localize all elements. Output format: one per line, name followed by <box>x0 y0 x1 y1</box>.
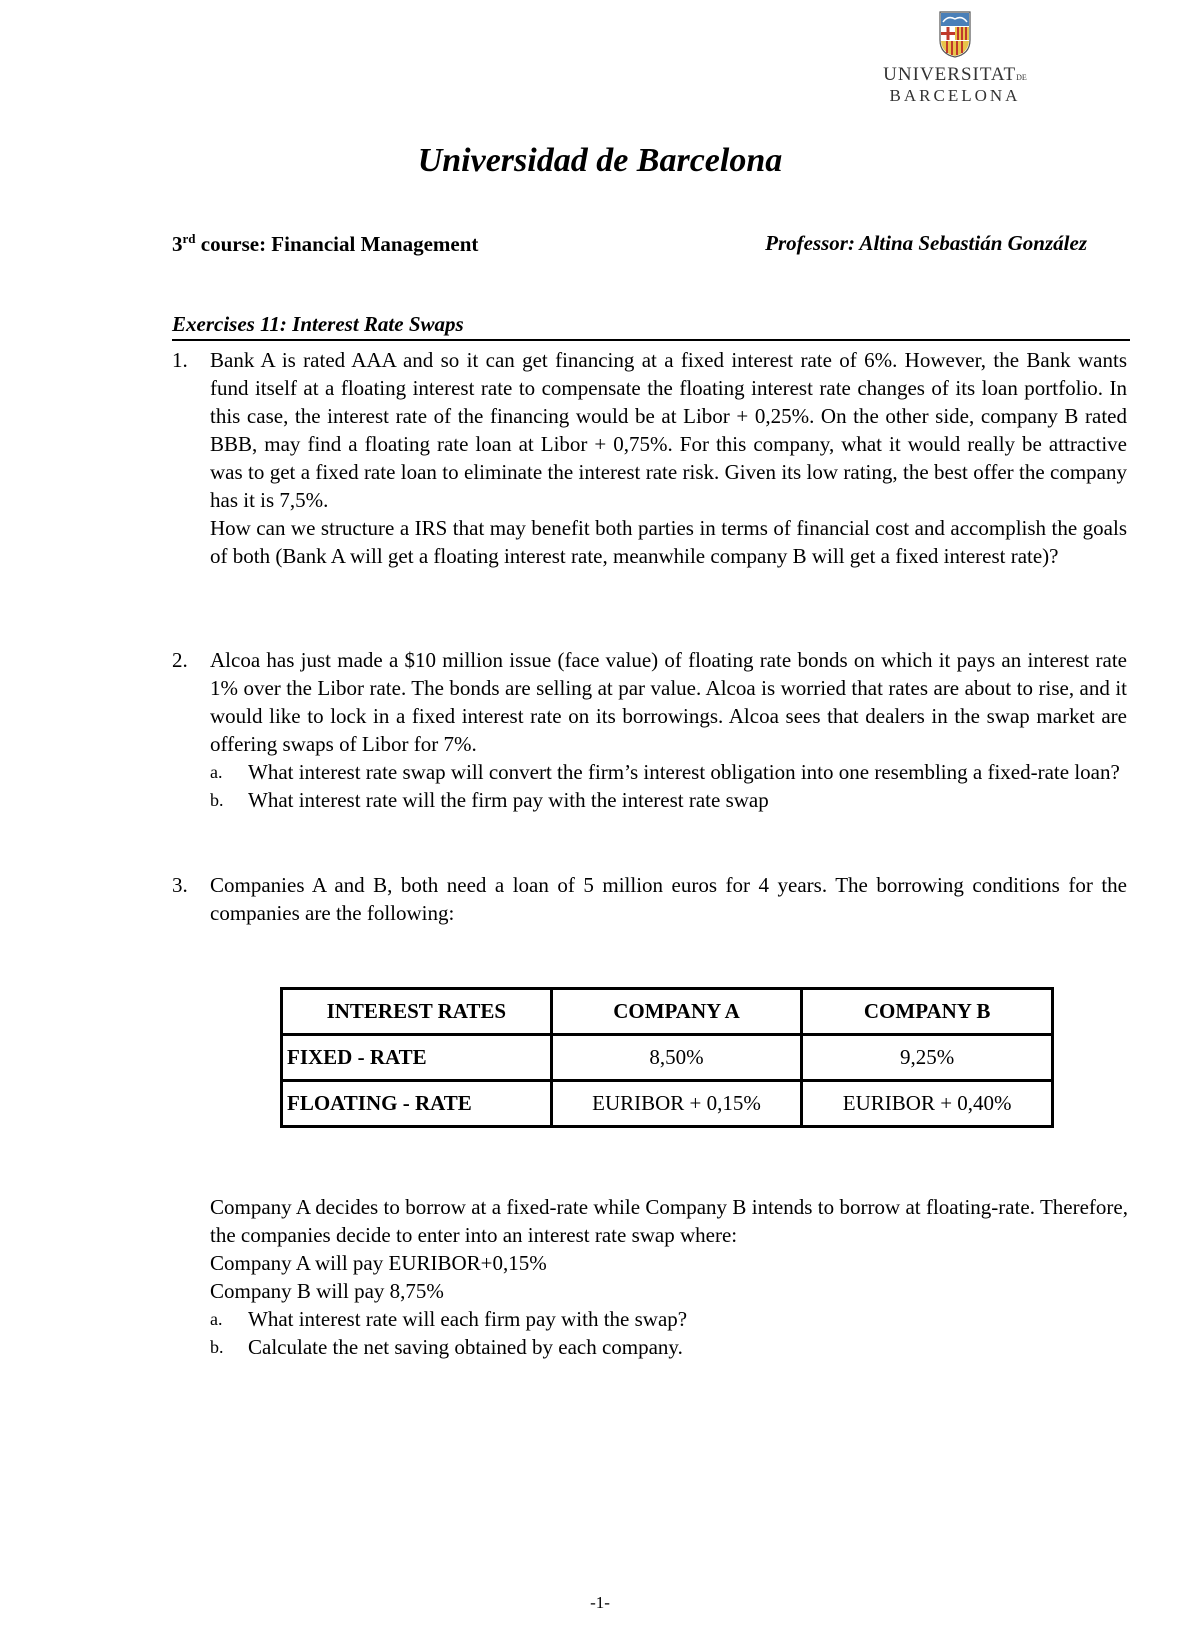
table-header-cell: INTEREST RATES <box>282 989 552 1035</box>
university-shield-icon <box>938 10 972 58</box>
course-ordinal-suffix: rd <box>182 231 196 246</box>
exercise-number: 2. <box>172 648 188 672</box>
sub-question-label: a. <box>210 1309 223 1329</box>
sub-question-text: What interest rate swap will convert the firm’s interest obligation into one resembling a fixed-rate loan? <box>248 760 1120 784</box>
exercise-number: 3. <box>172 873 188 897</box>
table-header-cell: COMPANY B <box>802 989 1053 1035</box>
exercise-2 <box>172 646 1127 814</box>
exercise-3-continuation <box>210 1193 1128 1361</box>
sub-question-text: Calculate the net saving obtained by each company. <box>248 1335 683 1359</box>
table-cell: EURIBOR + 0,15% <box>551 1081 802 1127</box>
table-header-row <box>282 989 1053 1035</box>
table-cell: EURIBOR + 0,40% <box>802 1081 1053 1127</box>
professor-label: Professor: Altina Sebastián González <box>765 231 1087 255</box>
sub-question-label: b. <box>210 790 224 810</box>
table-row-label: FLOATING - RATE <box>282 1081 552 1127</box>
page-number: -1- <box>590 1593 610 1612</box>
swap-term-b: Company B will pay 8,75% <box>210 1279 444 1303</box>
exercise-paragraph: Company A decides to borrow at a fixed-rate while Company B intends to borrow at floating-rate. Therefore, the companies decide to enter into an interest rate swap where: <box>210 1195 1128 1247</box>
logo-text-line1: UNIVERSITATDE <box>883 64 1027 85</box>
sub-question-a <box>210 758 1127 786</box>
sub-question-b <box>210 1333 1128 1361</box>
sub-question-label: a. <box>210 762 223 782</box>
sub-question-text: What interest rate will each firm pay with the swap? <box>248 1307 688 1331</box>
table-cell: 9,25% <box>802 1035 1053 1081</box>
swap-term-a: Company A will pay EURIBOR+0,15% <box>210 1251 547 1275</box>
logo-text-line2: BARCELONA <box>889 86 1021 105</box>
exercise-1 <box>172 346 1127 570</box>
course-label: 3rd course: Financial Management <box>172 231 479 256</box>
sub-question-a <box>210 1305 1128 1333</box>
table-header-cell: COMPANY A <box>551 989 802 1035</box>
exercise-paragraph: Alcoa has just made a $10 million issue (face value) of floating rate bonds on which it pays an interest rate 1% over the Libor rate. The bonds are selling at par value. Alcoa is worried that rates are about to rise, and it would like to lock in a fixed interest rate on its borrowings. Alcoa sees that dealers in the swap market are offering swaps of Libor for 7%. <box>210 648 1127 756</box>
table-row-label: FIXED - RATE <box>282 1035 552 1081</box>
section-title: Exercises 11: Interest Rate Swaps <box>172 312 1130 341</box>
table-row <box>282 1081 1053 1127</box>
exercise-paragraph: Companies A and B, both need a loan of 5 million euros for 4 years. The borrowing conditions for the companies are the following: <box>210 873 1127 925</box>
exercise-3 <box>172 871 1127 927</box>
exercise-paragraph: Bank A is rated AAA and so it can get financing at a fixed interest rate of 6%. However, the Bank wants fund itself at a floating interest rate to compensate the floating interest rate changes of its loan portfolio. In this case, the interest rate of the financing would be at Libor + 0,25%. On the other side, company B rated BBB, may find a floating rate loan at Libor + 0,75%. For this company, what it would really be attractive was to get a fixed rate loan to eliminate the interest rate risk. Given its low rating, the best offer the company has it is 7,5%. <box>210 348 1127 512</box>
university-logo <box>880 6 1030 106</box>
logo-text-de: DE <box>1016 73 1027 82</box>
table-row <box>282 1035 1053 1081</box>
table-cell: 8,50% <box>551 1035 802 1081</box>
sub-question-label: b. <box>210 1337 224 1357</box>
page-title: Universidad de Barcelona <box>417 142 783 179</box>
interest-rates-table <box>280 987 1054 1128</box>
exercise-number: 1. <box>172 348 188 372</box>
sub-question-b <box>210 786 1127 814</box>
exercise-paragraph: How can we structure a IRS that may benefit both parties in terms of financial cost and accomplish the goals of both (Bank A will get a floating interest rate, meanwhile company B will get a fixed interest rate)? <box>210 516 1127 568</box>
sub-question-text: What interest rate will the firm pay with the interest rate swap <box>248 788 769 812</box>
